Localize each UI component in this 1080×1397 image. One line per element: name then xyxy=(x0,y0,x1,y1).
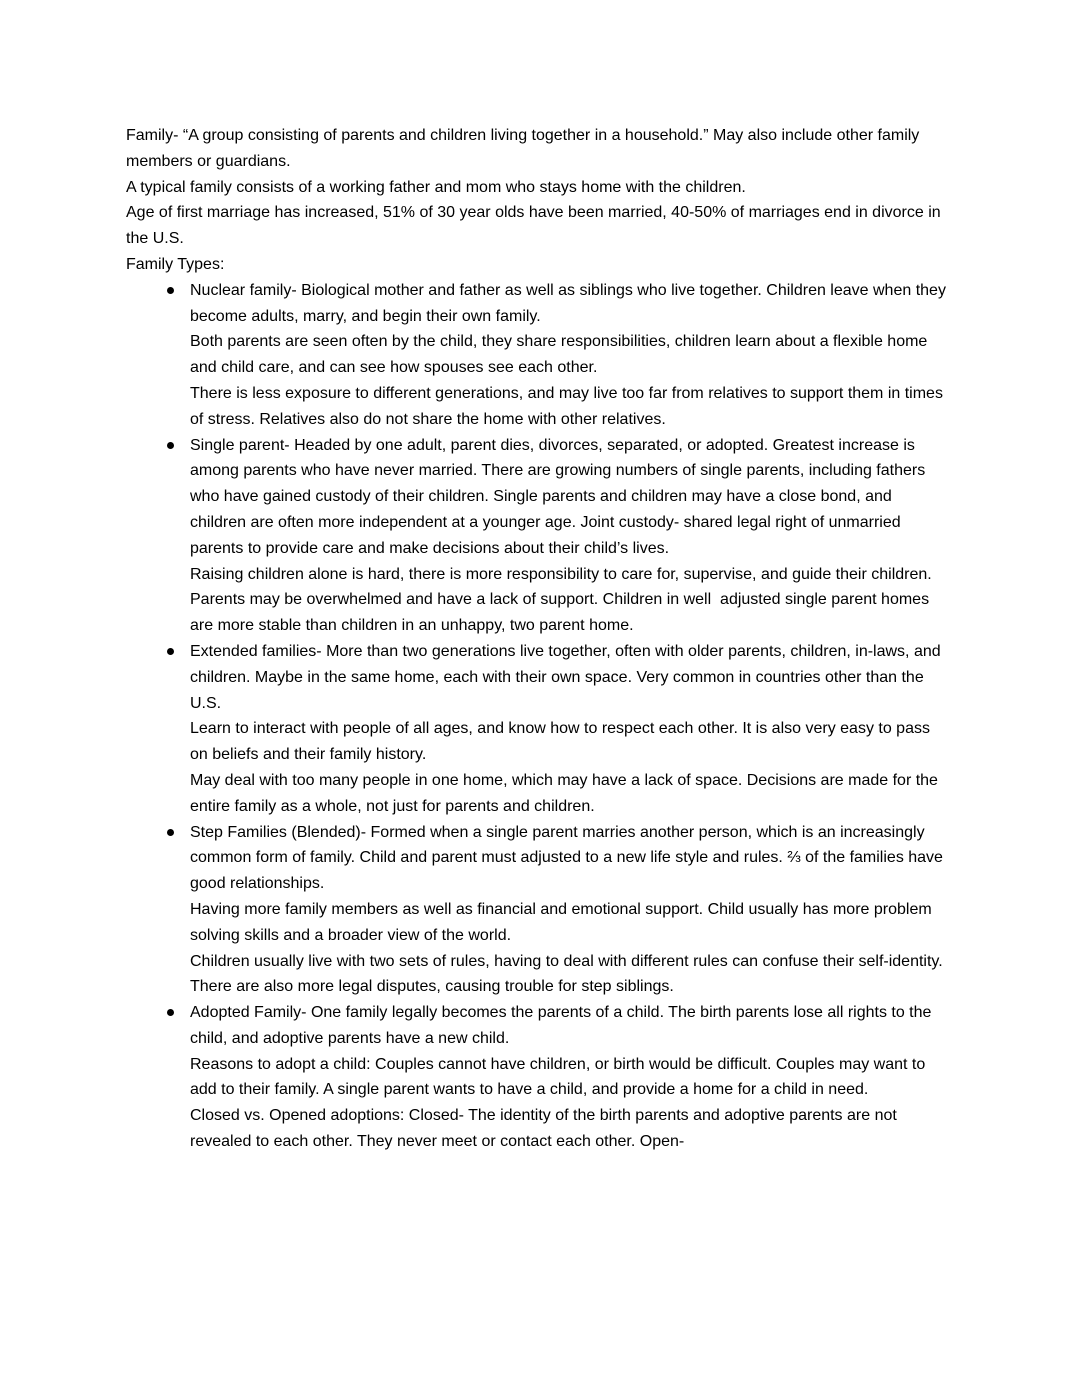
family-types-list xyxy=(126,278,950,1155)
paragraph: Nuclear family- Biological mother and father as well as siblings who live together. Children leave when they become adults, marry, and begin their own family. xyxy=(190,281,951,325)
list-item-step-families xyxy=(126,820,950,1001)
intro-paragraph-typical-family: A typical family consists of a working father and mom who stays home with the children. xyxy=(126,178,746,196)
paragraph: Single parent- Headed by one adult, parent dies, divorces, separated, or adopted. Greatest increase is among parents who have never married. There are growing numbers of single parents, including fathers who have gained custody of their children. Single parents and children may have a close bond, and children are often more independent at a younger age. Joint custody- shared legal right of unmarried parents to provide care and make decisions about their child’s lives. xyxy=(190,436,930,557)
bullet-icon xyxy=(167,829,174,836)
paragraph: There is less exposure to different generations, and may live too far from relatives to support them in times of stress. Relatives also do not share the home with other relatives. xyxy=(190,384,948,428)
intro-paragraph-family-definition: Family- “A group consisting of parents and children living together in a household.” May also include other family members or guardians. xyxy=(126,127,924,170)
bullet-icon xyxy=(167,287,174,294)
intro-paragraph-marriage-stats: Age of first marriage has increased, 51% of 30 year olds have been married, 40-50% of marriages end in divorce in the U.S. xyxy=(126,204,946,248)
paragraph: Raising children alone is hard, there is more responsibility to care for, supervise, and guide their children. Parents may be overwhelmed and have a lack of support. Children in well adjusted single parent homes are more stable than children in an unhappy, two parent home. xyxy=(190,565,937,635)
section-heading-family-types: Family Types: xyxy=(126,255,225,273)
paragraph: Extended families- More than two generations live together, often with older parents, children, in-laws, and children. Maybe in the same home, each with their own space. Very common in countries other than the U.S. xyxy=(190,642,946,712)
paragraph: Closed vs. Opened adoptions: Closed- The identity of the birth parents and adoptive parents are not revealed to each other. They never meet or contact each other. Open- xyxy=(190,1107,902,1151)
paragraph: Learn to interact with people of all ages, and know how to respect each other. It is also very easy to pass on beliefs and their family history. xyxy=(190,720,935,764)
paragraph: Adopted Family- One family legally becomes the parents of a child. The birth parents lose all rights to the child, and adoptive parents have a new child. xyxy=(190,1004,936,1047)
list-item-extended-families xyxy=(126,639,950,820)
paragraph: May deal with too many people in one home, which may have a lack of space. Decisions are made for the entire family as a whole, not just for parents and children. xyxy=(190,771,943,815)
paragraph: Step Families (Blended)- Formed when a single parent marries another person, which is an increasingly common form of family. Child and parent must adjusted to a new life style and rules. ⅔ of the families have good relationships. xyxy=(190,823,948,893)
paragraph: Children usually live with two sets of rules, having to deal with different rules can confuse their self-identity. There are also more legal disputes, causing trouble for step siblings. xyxy=(190,952,947,996)
list-item-adopted-family xyxy=(126,1000,950,1155)
bullet-icon xyxy=(167,1009,174,1016)
bullet-icon xyxy=(167,442,174,449)
bullet-icon xyxy=(167,648,174,655)
paragraph: Reasons to adopt a child: Couples cannot have children, or birth would be difficult. Couples may want to add to their family. A single parent wants to have a child, and provide a home for a child in need. xyxy=(190,1055,930,1099)
paragraph: Having more family members as well as financial and emotional support. Child usually has more problem solving skills and a broader view of the world. xyxy=(190,900,937,944)
paragraph: Both parents are seen often by the child, they share responsibilities, children learn about a flexible home and child care, and can see how spouses see each other. xyxy=(190,333,932,377)
list-item-nuclear-family xyxy=(126,278,950,433)
list-item-single-parent xyxy=(126,433,950,639)
